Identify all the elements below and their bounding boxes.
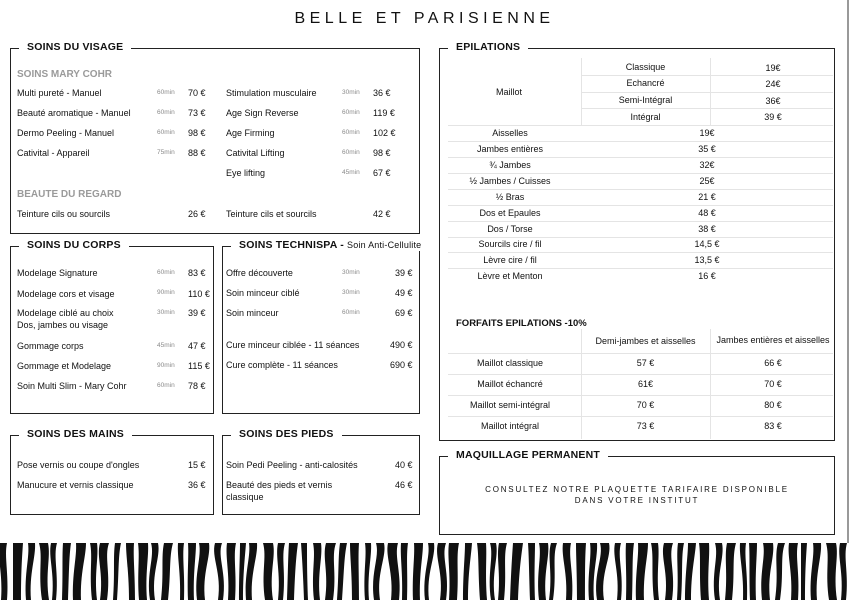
subsection-title: BEAUTE DU REGARD	[17, 189, 122, 200]
zebra-stripe	[364, 543, 371, 600]
zebra-stripe	[626, 543, 634, 600]
price: 83 €	[188, 268, 206, 278]
service-name-detail: Dos, jambes ou visage	[17, 320, 109, 330]
zebra-stripe	[498, 543, 507, 600]
duration: 60min	[157, 382, 175, 389]
zebra-stripe	[90, 543, 97, 600]
zebra-pattern-band	[0, 543, 849, 600]
zebra-stripe	[149, 543, 159, 600]
zone-name: Jambes entières	[476, 144, 544, 154]
price: 48 €	[698, 208, 716, 218]
section-title-main: SOINS TECHNISPA -	[239, 239, 344, 251]
service-name: Modelage cors et visage	[17, 289, 115, 299]
price: 32€	[699, 160, 715, 170]
zebra-stripe	[246, 543, 257, 600]
zebra-pattern-image	[0, 543, 849, 600]
section-visage	[10, 41, 420, 234]
zebra-stripe	[549, 543, 557, 600]
zebra-stripe	[761, 543, 773, 600]
price: 46 €	[395, 480, 413, 490]
zebra-stripe	[589, 543, 598, 600]
zebra-stripe	[801, 543, 807, 600]
zone-name: ½ Bras	[495, 192, 525, 202]
forfait-name: Maillot échancré	[477, 379, 543, 389]
duration: 90min	[157, 362, 175, 369]
price: 83 €	[764, 421, 782, 431]
zebra-stripe	[663, 543, 673, 600]
zebra-stripe	[373, 543, 384, 600]
zebra-stripe	[13, 543, 23, 600]
duration: 30min	[342, 89, 360, 96]
price: 24€	[765, 79, 781, 89]
zebra-stripe	[263, 543, 274, 600]
zebra-stripe	[337, 543, 347, 600]
zebra-stripe	[789, 543, 799, 600]
duration: 60min	[342, 109, 360, 116]
price: 26 €	[188, 209, 206, 219]
zone-name: ½ Jambes / Cuisses	[469, 176, 551, 186]
zebra-stripe	[775, 543, 785, 600]
forfait-name: Maillot classique	[476, 358, 544, 368]
zebra-stripe	[313, 543, 321, 600]
zebra-stripe	[113, 543, 121, 600]
service-name: Stimulation musculaire	[226, 88, 317, 98]
zebra-stripe	[510, 543, 523, 600]
price: 15 €	[188, 460, 206, 470]
duration: 60min	[157, 89, 175, 96]
zone-name: Aisselles	[492, 128, 528, 138]
price: 490 €	[390, 340, 413, 350]
zebra-stripe	[448, 543, 459, 600]
zebra-stripe	[277, 543, 285, 600]
zone-name: Dos et Epaules	[479, 208, 541, 218]
zebra-stripe	[725, 543, 736, 600]
zebra-stripe	[50, 543, 57, 600]
zebra-stripe	[839, 543, 847, 600]
forfaits-col-header: Jambes entières et aisselles	[716, 335, 830, 345]
section-pieds	[222, 428, 420, 515]
zebra-stripe	[287, 543, 298, 600]
duration: 60min	[342, 309, 360, 316]
price: 88 €	[188, 148, 206, 158]
service-name: Eye lifting	[226, 168, 266, 178]
price: 38 €	[698, 224, 716, 234]
service-name: Dermo Peeling - Manuel	[17, 128, 115, 138]
section-title: SOINS DES PIEDS	[231, 428, 342, 440]
zebra-stripe	[685, 543, 696, 600]
maillot-type: Echancré	[626, 78, 665, 88]
price: 39 €	[188, 308, 206, 318]
zebra-stripe	[227, 543, 236, 600]
service-name: Teinture cils ou sourcils	[17, 209, 111, 219]
section-maquillage	[439, 449, 835, 535]
duration: 45min	[157, 342, 175, 349]
price: 70 €	[636, 400, 655, 410]
service-name: Soin minceur ciblé	[226, 288, 300, 298]
zebra-stripe	[576, 543, 586, 600]
price: 102 €	[373, 128, 396, 138]
zebra-stripe	[749, 543, 757, 600]
zebra-stripe	[39, 543, 49, 600]
duration: 30min	[342, 269, 360, 276]
service-name: Soin Multi Slim - Mary Cohr	[17, 381, 127, 391]
price: 39 €	[395, 268, 413, 278]
maillot-type: Intégral	[630, 112, 661, 122]
service-name: Modelage Signature	[17, 268, 98, 278]
maquillage-note-line1: CONSULTEZ NOTRE PLAQUETTE TARIFAIRE DISPONIBLE	[485, 485, 789, 494]
service-name: Gommage et Modelage	[17, 361, 112, 371]
section-mains	[10, 428, 214, 515]
section-title: SOINS DES MAINS	[19, 428, 132, 440]
zebra-stripe	[350, 543, 359, 600]
price: 57 €	[636, 358, 655, 368]
price: 49 €	[395, 288, 413, 298]
price: 16 €	[698, 271, 716, 281]
maillot-type: Classique	[625, 62, 666, 72]
zebra-stripe	[826, 543, 837, 600]
brand-title: BELLE ET PARISIENNE	[294, 10, 555, 27]
zebra-stripe	[401, 543, 408, 600]
subsection-title: SOINS MARY COHR	[17, 69, 113, 80]
zebra-stripe	[490, 543, 497, 600]
duration: 30min	[157, 309, 175, 316]
duration: 60min	[157, 129, 175, 136]
section-title: MAQUILLAGE PERMANENT	[448, 449, 608, 461]
service-name: Modelage ciblé au choix	[17, 308, 114, 318]
duration: 60min	[157, 109, 175, 116]
zebra-stripe	[740, 543, 747, 600]
section-subtitle: Soin Anti-Cellulite	[347, 240, 422, 250]
zebra-stripe	[161, 543, 173, 600]
service-name: Cure complète - 11 séances	[226, 360, 338, 370]
forfait-name: Maillot semi-intégral	[469, 400, 551, 410]
zebra-stripe	[596, 543, 609, 600]
zebra-stripe	[424, 543, 434, 600]
price: 70 €	[764, 379, 782, 389]
price: 69 €	[395, 308, 413, 318]
zebra-stripe	[714, 543, 723, 600]
price: 14,5 €	[694, 239, 720, 249]
zebra-stripe	[301, 543, 308, 600]
service-name: Offre découverte	[226, 268, 293, 278]
price: 80 €	[764, 400, 782, 410]
section-title: SOINS DU CORPS	[19, 239, 129, 251]
zebra-stripe	[437, 543, 447, 600]
service-name: Multi pureté - Manuel	[17, 88, 102, 98]
section-epilations	[439, 41, 835, 441]
zebra-stripe	[699, 543, 709, 600]
maillot-label: Maillot	[495, 87, 522, 97]
zebra-stripe	[196, 543, 209, 600]
forfaits-title: FORFAITS EPILATIONS -10%	[456, 318, 587, 329]
zebra-stripe	[387, 543, 399, 600]
duration: 60min	[342, 149, 360, 156]
duration: 60min	[342, 129, 360, 136]
price: 19€	[765, 63, 781, 73]
zebra-stripe	[463, 543, 472, 600]
price: 98 €	[188, 128, 206, 138]
service-name: Cativital - Appareil	[17, 148, 90, 158]
price: 21 €	[698, 192, 716, 202]
price: 690 €	[390, 360, 413, 370]
price: 73 €	[188, 108, 206, 118]
service-name: Beauté aromatique - Manuel	[17, 108, 131, 118]
price: 47 €	[188, 341, 206, 351]
service-name: Pose vernis ou coupe d'ongles	[17, 460, 140, 470]
zebra-stripe	[73, 543, 86, 600]
duration: 60min	[157, 269, 175, 276]
zone-name: Dos / Torse	[487, 224, 533, 234]
zone-name: Sourcils cire / fil	[478, 239, 542, 249]
zebra-stripe	[811, 543, 822, 600]
price: 98 €	[373, 148, 391, 158]
duration: 75min	[157, 149, 175, 156]
forfaits-col-header: Demi-jambes et aisselles	[595, 336, 696, 346]
zebra-stripe	[614, 543, 621, 600]
section-title: SOINS DU VISAGE	[19, 41, 131, 53]
zebra-stripe	[677, 543, 684, 600]
price: 19€	[699, 128, 715, 138]
service-name: Soin Pedi Peeling - anti-calosités	[226, 460, 358, 470]
price: 39 €	[764, 112, 782, 122]
price: 35 €	[698, 144, 716, 154]
maillot-type: Semi-Intégral	[618, 95, 673, 105]
price: 67 €	[373, 168, 391, 178]
zebra-stripe	[138, 543, 148, 600]
service-name: Beauté des pieds et vernis	[226, 480, 333, 490]
section-corps	[10, 239, 214, 414]
zebra-stripe	[528, 543, 535, 600]
price: 119 €	[373, 108, 395, 118]
service-name: Age Firming	[226, 128, 275, 138]
zebra-stripe	[538, 543, 548, 600]
price: 42 €	[373, 209, 391, 219]
service-name: Cativital Lifting	[226, 148, 285, 158]
zone-name: ¾ Jambes	[489, 160, 531, 170]
price: 36 €	[188, 480, 206, 490]
price: 13,5 €	[694, 255, 720, 265]
price: 36 €	[373, 88, 391, 98]
zebra-stripe	[26, 543, 36, 600]
zebra-stripe	[563, 543, 573, 600]
zebra-stripe	[477, 543, 487, 600]
zebra-stripe	[188, 543, 196, 600]
section-title: EPILATIONS	[448, 41, 528, 53]
zebra-stripe	[636, 543, 648, 600]
service-name: Manucure et vernis classique	[17, 480, 134, 490]
price: 73 €	[636, 421, 655, 431]
price: 66 €	[764, 358, 782, 368]
price: 61€	[637, 379, 654, 389]
zebra-stripe	[178, 543, 184, 600]
forfait-name: Maillot intégral	[480, 421, 540, 431]
zebra-stripe	[99, 543, 109, 600]
duration: 90min	[157, 289, 175, 296]
zebra-stripe	[413, 543, 423, 600]
zebra-stripe	[126, 543, 135, 600]
service-name: Cure minceur ciblée - 11 séances	[226, 340, 360, 350]
section-title	[231, 239, 429, 251]
zone-name: Lèvre cire / fil	[483, 255, 537, 265]
service-name: Teinture cils et sourcils	[226, 209, 317, 219]
service-name: Age Sign Reverse	[226, 108, 299, 118]
zebra-stripe	[214, 543, 224, 600]
price: 110 €	[188, 289, 210, 299]
service-name-detail: classique	[226, 492, 264, 502]
service-name: Soin minceur	[226, 308, 279, 318]
section-technispa	[222, 239, 422, 414]
zebra-stripe	[239, 543, 246, 600]
zebra-stripe	[0, 543, 7, 600]
price: 25€	[699, 176, 715, 186]
price: 36€	[765, 96, 781, 106]
maquillage-note-line2: DANS VOTRE INSTITUT	[574, 496, 700, 505]
price: 78 €	[188, 381, 206, 391]
zebra-stripe	[62, 543, 71, 600]
zebra-stripe	[325, 543, 336, 600]
service-name: Gommage corps	[17, 341, 84, 351]
duration: 30min	[342, 289, 360, 296]
duration: 45min	[342, 169, 360, 176]
price: 40 €	[395, 460, 413, 470]
zone-name: Lèvre et Menton	[477, 271, 543, 281]
zebra-stripe	[651, 543, 659, 600]
price: 115 €	[188, 361, 210, 371]
price: 70 €	[188, 88, 206, 98]
